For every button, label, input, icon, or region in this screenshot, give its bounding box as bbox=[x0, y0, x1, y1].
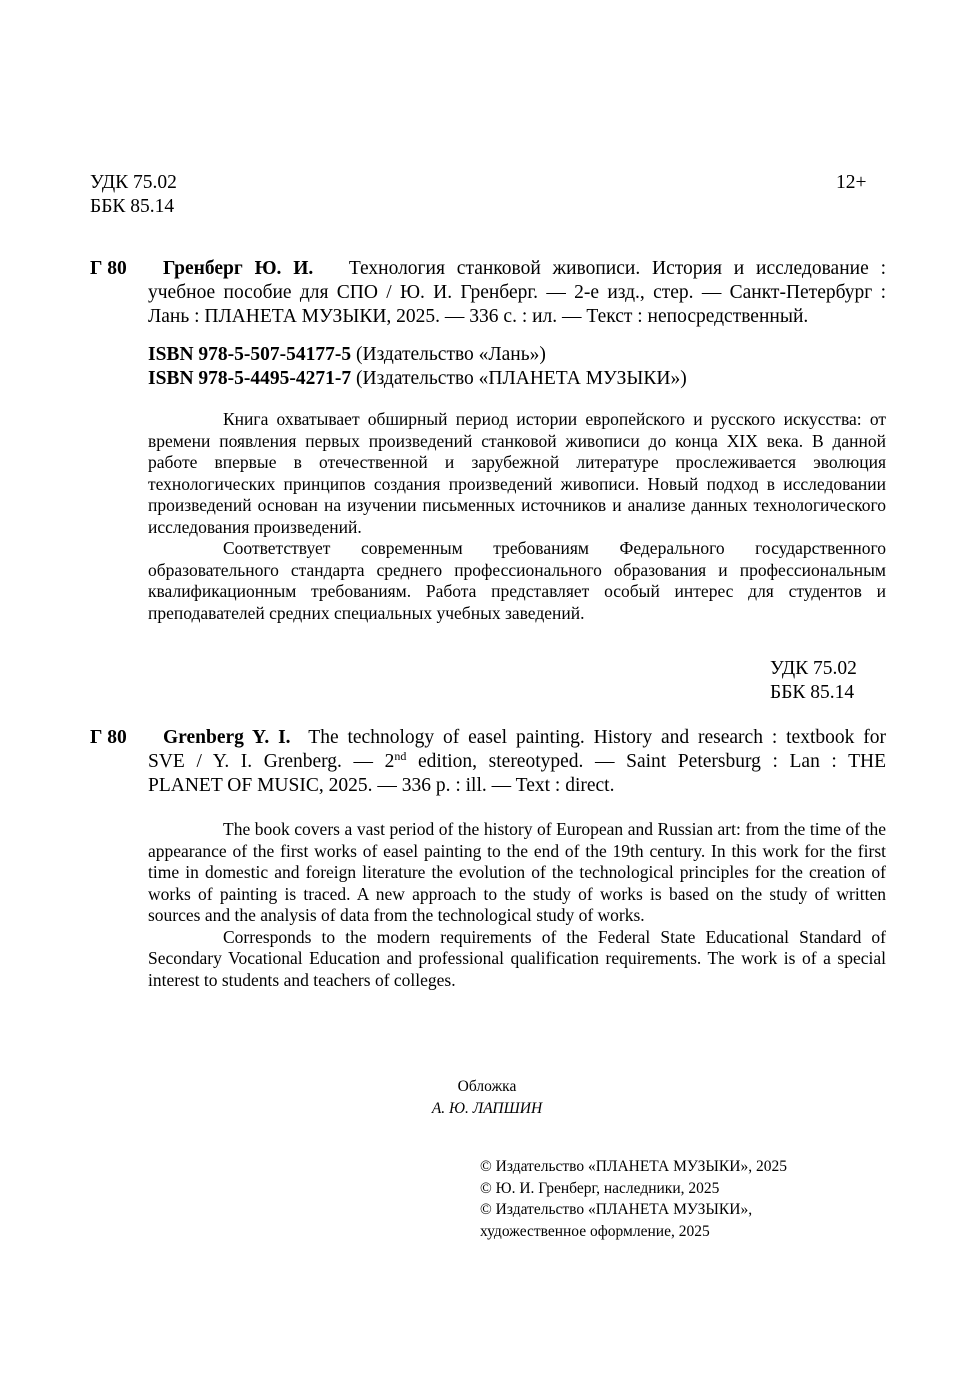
copyright-line: © Ю. И. Гренберг, наследники, 2025 bbox=[480, 1179, 720, 1197]
ru-bibliographic-entry bbox=[90, 257, 886, 329]
isbn-item bbox=[148, 367, 886, 391]
copyright-line: © Издательство «ПЛАНЕТА МУЗЫКИ», bbox=[480, 1201, 753, 1218]
en-abstract bbox=[148, 819, 886, 991]
ru-author: Гренберг Ю. И. bbox=[163, 258, 314, 279]
en-entry-line-1 bbox=[148, 726, 886, 750]
en-bibliographic-entry bbox=[90, 726, 886, 798]
author-mark-code: Г 80 bbox=[90, 258, 127, 279]
copyright-line: художественное оформление, 2025 bbox=[480, 1222, 710, 1240]
en-classification-codes bbox=[770, 657, 890, 705]
ru-entry-line-3: Лань : ПЛАНЕТА МУЗЫКИ, 2025. — 336 с. : ил. — Текст : непосредственный. bbox=[148, 306, 809, 327]
ru-abstract bbox=[148, 409, 886, 624]
edition-ordinal-suffix: nd bbox=[394, 749, 407, 763]
ru-entry-line-2: учебное пособие для СПО / Ю. И. Гренберг. — 2-е изд., стер. — Санкт-Петербург : bbox=[148, 282, 886, 303]
age-rating: 12+ bbox=[836, 172, 867, 193]
en-entry-line-3: PLANET OF MUSIC, 2025. — 336 p. : ill. — Text : direct. bbox=[148, 775, 615, 796]
en-title: The technology of easel painting. History and research : textbook for bbox=[308, 727, 886, 748]
copyright-line: © Издательство «ПЛАНЕТА МУЗЫКИ», 2025 bbox=[480, 1158, 787, 1175]
isbn-publisher: (Издательство «Лань») bbox=[351, 344, 546, 365]
en-abstract-paragraph-2: Corresponds to the modern requirements of the Federal State Educational Standard of Secondary Vocational Education and professional qualification requirements. The work is of a special interest to students and teachers of colleges. bbox=[148, 926, 886, 990]
isbn-number: ISBN 978-5-507-54177-5 bbox=[148, 344, 352, 365]
ru-title: Технология станковой живописи. История и исследование : bbox=[348, 258, 886, 279]
isbn-list bbox=[148, 343, 886, 391]
en-udk-code: УДК 75.02 bbox=[770, 658, 857, 679]
en-line-2-start: SVE / Y. I. Grenberg. — 2 bbox=[148, 751, 395, 772]
isbn-number: ISBN 978-5-4495-4271-7 bbox=[148, 368, 352, 389]
cover-designer: А. Ю. ЛАПШИН bbox=[431, 1099, 543, 1117]
en-abstract-paragraph-1: The book covers a vast period of the history of European and Russian art: from the time of the appearance of the first works of easel painting to the end of the 19th century. In this work for the first time in domestic and foreign literature the evolution of the technological principles for the creation of works of painting is traced. A new approach to the study of works is based on the study of written sources and the analysis of data from the technological study of works. bbox=[148, 819, 886, 925]
en-line-2-end: edition, stereotyped. — Saint Petersburg : Lan : THE bbox=[406, 751, 886, 772]
cover-credit bbox=[387, 1076, 587, 1119]
ru-entry-line-1 bbox=[148, 257, 886, 281]
bbk-code: ББК 85.14 bbox=[90, 196, 175, 217]
isbn-publisher: (Издательство «ПЛАНЕТА МУЗЫКИ») bbox=[351, 368, 687, 389]
cover-label: Обложка bbox=[457, 1078, 517, 1095]
en-author: Grenberg Y. I. bbox=[163, 727, 291, 748]
en-bbk-code: ББК 85.14 bbox=[770, 682, 855, 703]
ru-abstract-paragraph-1: Книга охватывает обширный период истории европейского и русского искусства: от времени появления первых произведений станковой живописи до конца XIX века. В данной работе впервые в отечественной и зарубежной литературе прослеживается эволюция технологических принципов создания произведений живописи. Новый подход в исследовании произведений основан на изучении письменных источников и анализе данных технологического исследования произведений. bbox=[148, 409, 886, 537]
ru-abstract-paragraph-2: Соответствует современным требованиям Федерального государственного образовательного стандарта среднего профессионального образования и профессиональным квалификационным требованиям. Работа представляет особый интерес для студентов и преподавателей средних специальных учебных заведений. bbox=[148, 538, 886, 623]
copyright-block bbox=[480, 1156, 900, 1242]
udk-code: УДК 75.02 bbox=[90, 172, 177, 193]
isbn-item bbox=[148, 343, 886, 367]
en-author-mark-code: Г 80 bbox=[90, 727, 127, 748]
classification-codes bbox=[90, 171, 290, 219]
en-entry-line-2 bbox=[148, 750, 886, 774]
